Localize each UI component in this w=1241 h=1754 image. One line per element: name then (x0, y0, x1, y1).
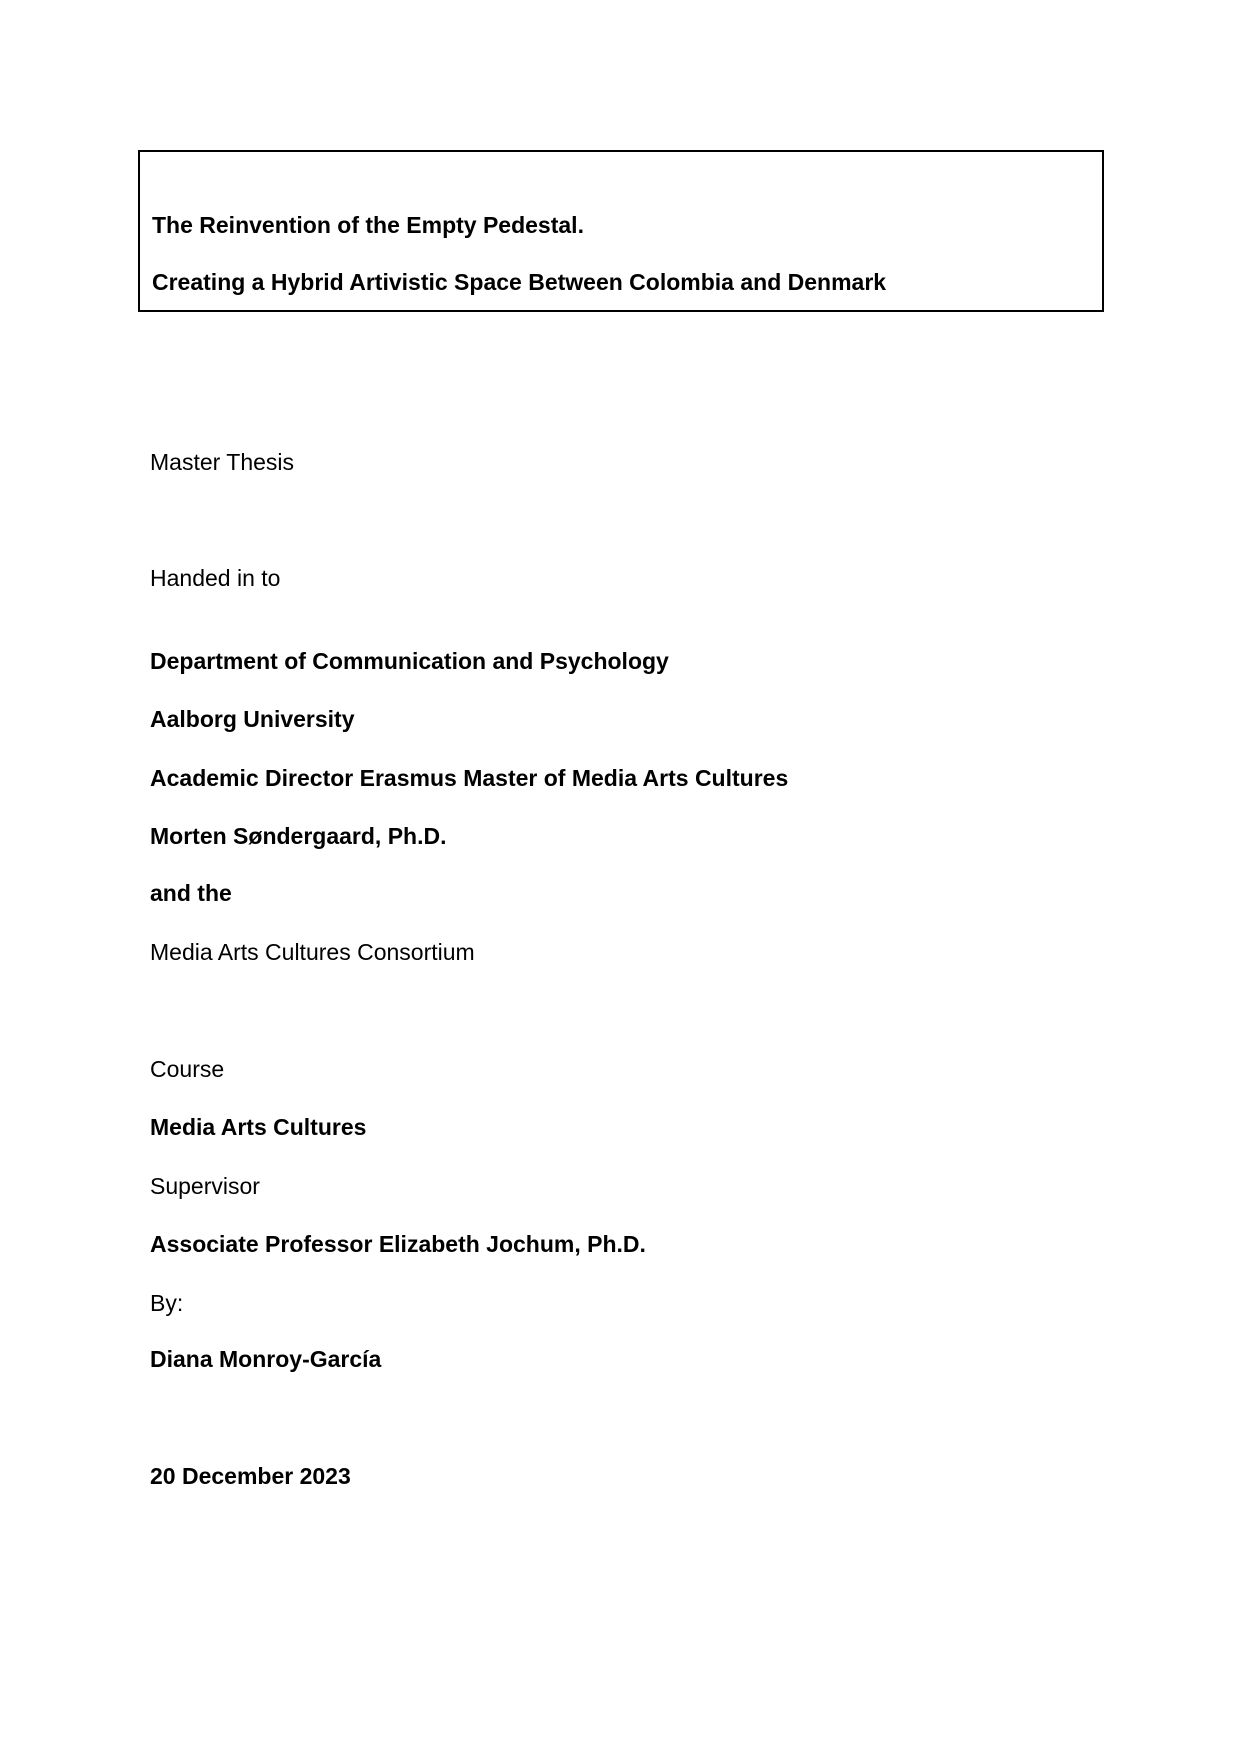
supervisor-name: Associate Professor Elizabeth Jochum, Ph.D. (150, 1231, 646, 1257)
course-label: Course (150, 1056, 225, 1082)
university-name: Aalborg University (150, 706, 355, 732)
department-name: Department of Communication and Psychology (150, 648, 669, 674)
thesis-title-line-2: Creating a Hybrid Artivistic Space Between Colombia and Denmark (152, 269, 887, 295)
consortium-name: Media Arts Cultures Consortium (150, 939, 475, 965)
submission-date: 20 December 2023 (150, 1463, 351, 1489)
thesis-title-line-1: The Reinvention of the Empty Pedestal. (152, 212, 584, 238)
supervisor-label: Supervisor (150, 1173, 260, 1199)
title-box (138, 150, 1104, 312)
academic-director-name: Morten Søndergaard, Ph.D. (150, 823, 447, 849)
and-the-label: and the (150, 880, 232, 906)
author-name: Diana Monroy-García (150, 1346, 382, 1372)
by-label: By: (150, 1290, 184, 1316)
handed-in-to-label: Handed in to (150, 565, 281, 591)
thesis-type-label: Master Thesis (150, 449, 295, 475)
academic-director-title: Academic Director Erasmus Master of Media Arts Cultures (150, 765, 789, 791)
course-name: Media Arts Cultures (150, 1114, 367, 1140)
